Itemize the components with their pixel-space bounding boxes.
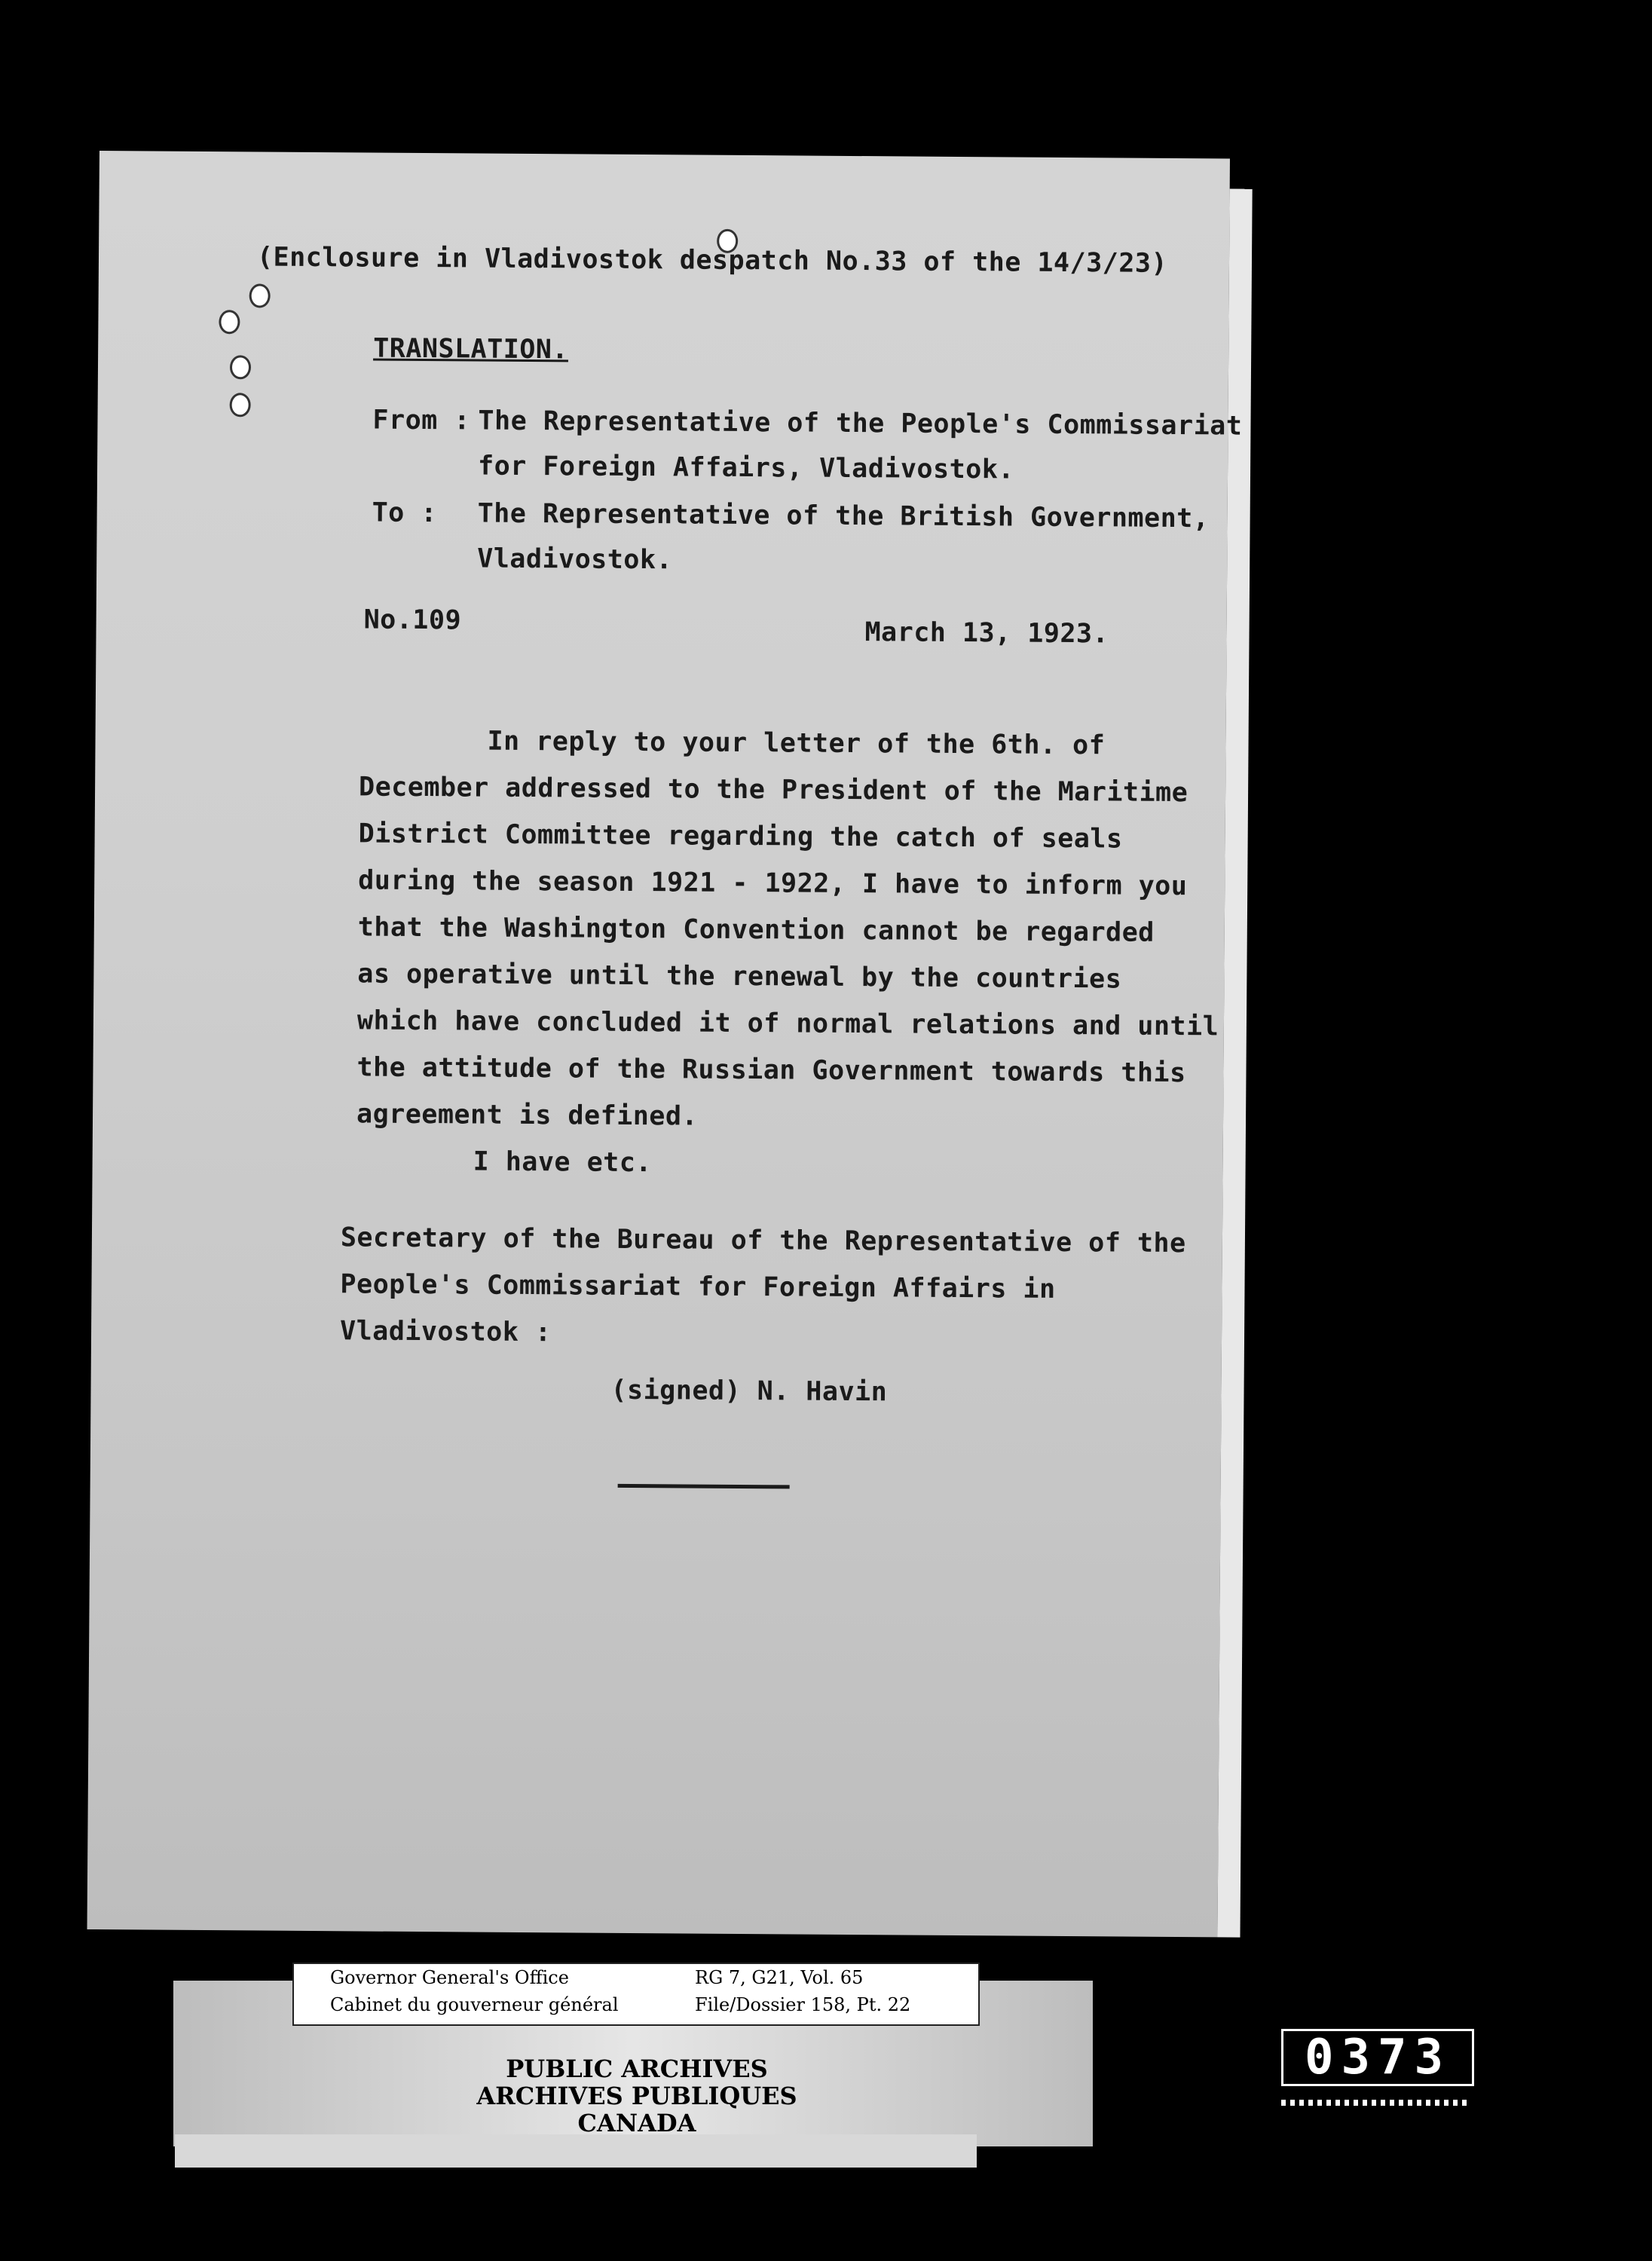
signatory-line-1: Secretary of the Bureau of the Representative of the bbox=[340, 1222, 1186, 1259]
from-line-1: The Representative of the People's Commissariat bbox=[478, 405, 1243, 442]
office-french: Cabinet du gouverneur général bbox=[330, 1994, 619, 2015]
document-heading: TRANSLATION. bbox=[373, 333, 569, 366]
punch-hole bbox=[230, 393, 251, 417]
body-line-2: December addressed to the President of the Maritime bbox=[358, 772, 1189, 809]
document-page bbox=[87, 151, 1243, 1937]
signatory-line-3: Vladivostok : bbox=[339, 1316, 552, 1348]
punch-hole bbox=[249, 283, 271, 307]
archive-reference-card bbox=[292, 1963, 980, 2026]
signature: (signed) N. Havin bbox=[610, 1375, 888, 1408]
to-label: To : bbox=[372, 497, 438, 529]
office-english: Governor General's Office bbox=[330, 1967, 569, 1988]
film-perforation bbox=[1281, 2100, 1470, 2106]
from-label: From : bbox=[372, 405, 471, 436]
record-group-reference: RG 7, G21, Vol. 65 bbox=[695, 1967, 864, 1988]
document-number: No.109 bbox=[363, 604, 462, 636]
signatory-line-2: People's Commissariat for Foreign Affairs in bbox=[340, 1269, 1056, 1305]
frame-number: 0373 bbox=[1281, 2029, 1474, 2086]
to-line-2: Vladivostok. bbox=[477, 543, 673, 576]
to-line-1: The Representative of the British Government, bbox=[477, 498, 1210, 534]
document-date: March 13, 1923. bbox=[864, 617, 1109, 650]
enclosure-note: (Enclosure in Vladivostok despatch No.33 of the 14/3/23) bbox=[256, 242, 1168, 279]
signature-rule bbox=[618, 1484, 790, 1489]
body-line-6: as operative until the renewal by the countries bbox=[357, 959, 1122, 995]
body-line-7: which have concluded it of normal relations and until bbox=[356, 1005, 1219, 1042]
punch-hole bbox=[219, 310, 240, 334]
archives-french: ARCHIVES PUBLIQUES bbox=[476, 2082, 797, 2110]
from-line-2: for Foreign Affairs, Vladivostok. bbox=[477, 451, 1015, 485]
archive-label-strip bbox=[175, 2134, 977, 2168]
body-line-4: during the season 1921 - 1922, I have to inform you bbox=[358, 865, 1188, 902]
body-line-9: agreement is defined. bbox=[356, 1099, 699, 1132]
body-line-1: In reply to your letter of the 6th. of bbox=[487, 726, 1106, 761]
body-line-8: the attitude of the Russian Government towards this bbox=[356, 1052, 1186, 1089]
closing: I have etc. bbox=[473, 1146, 653, 1179]
body-line-5: that the Washington Convention cannot be regarded bbox=[357, 912, 1155, 948]
archives-english: PUBLIC ARCHIVES bbox=[506, 2054, 768, 2083]
file-reference: File/Dossier 158, Pt. 22 bbox=[695, 1994, 911, 2015]
punch-hole bbox=[230, 355, 251, 379]
paper-edge bbox=[1217, 188, 1252, 1937]
body-line-3: District Committee regarding the catch of seals bbox=[358, 818, 1123, 855]
archives-country: CANADA bbox=[577, 2109, 696, 2137]
